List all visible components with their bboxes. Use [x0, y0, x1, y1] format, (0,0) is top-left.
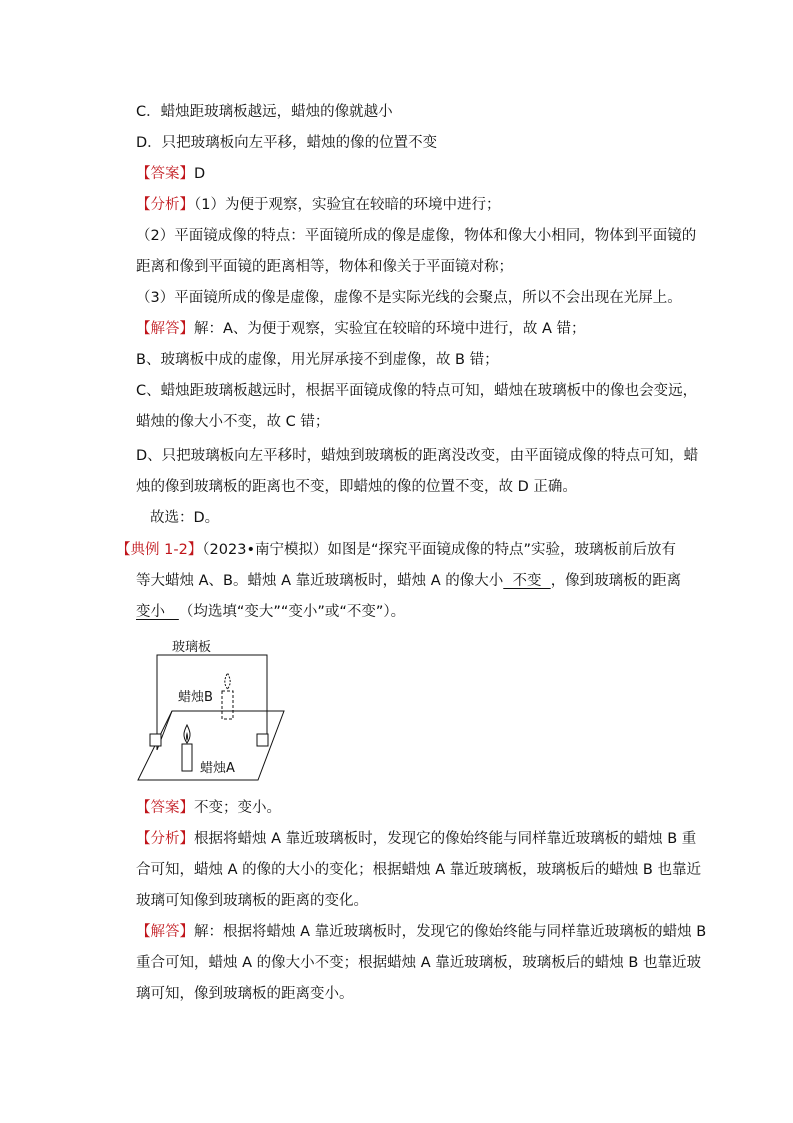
candle-a-body [182, 744, 192, 771]
experiment-figure [136, 634, 296, 784]
answer-2 [136, 798, 281, 818]
example-1-2-line3 [136, 602, 405, 622]
candle-b-label: 蜡烛B [178, 690, 213, 705]
answer-tag: 【答案】 [136, 166, 194, 182]
glass-stand-right [257, 734, 268, 746]
analysis-1-point3: （3）平面镜所成的像是虚像，虚像不是实际光线的会聚点，所以不会出现在光屏上。 [136, 290, 682, 306]
analysis-1-point2a: （2）平面镜成像的特点：平面镜所成的像是虚像，物体和像大小相同，物体到平面镜的 [136, 228, 697, 244]
example-text-2: 等大蜡烛 A、B。蜡烛 A 靠近玻璃板时，蜡烛 A 的像大小 [136, 573, 504, 589]
analysis-2-line2: 合可知，蜡烛 A 的像的大小的变化；根据蜡烛 A 靠近玻璃板，玻璃板后的蜡烛 B 也靠近 [136, 862, 701, 878]
solution-2-text-1: 解：根据将蜡烛 A 靠近玻璃板时，发现它的像始终能与同样靠近玻璃板的蜡烛 B [194, 924, 707, 940]
blank-answer-1: 不变 [503, 573, 551, 589]
solution-2 [136, 922, 706, 942]
example-text-4: （均选填“变大”“变小”或“不变”）。 [178, 604, 406, 620]
example-1-2-line2 [136, 571, 681, 591]
solution-1-b: B、玻璃板中成的虚像，用光屏承接不到虚像，故 B 错； [136, 352, 499, 368]
solution-2-tag: 【解答】 [136, 924, 194, 940]
blank-answer-2: 变小 [136, 604, 179, 620]
example-tag: 【典例 1-2】 [116, 542, 203, 558]
solution-1-c1: C、蜡烛距玻璃板越远时，根据平面镜成像的特点可知，蜡烛在玻璃板中的像也会变远， [136, 383, 698, 399]
solution-1-d2: 烛的像到玻璃板的距离也不变，即蜡烛的像的位置不变，故 D 正确。 [136, 479, 577, 495]
glass-plate-label: 玻璃板 [172, 640, 212, 655]
candle-b-flame-icon [225, 673, 230, 689]
solution-1 [136, 319, 586, 339]
analysis-1 [136, 195, 500, 215]
analysis-1-point2b: 距离和像到平面镜的距离相等，物体和像关于平面镜对称； [136, 259, 513, 275]
analysis-2 [136, 829, 696, 849]
answer-2-tag: 【答案】 [136, 800, 194, 816]
option-d: D．只把玻璃板向左平移，蜡烛的像的位置不变 [136, 135, 438, 151]
example-text-1: （2023•南宁模拟）如图是“探究平面镜成像的特点”实验，玻璃板前后放有 [202, 542, 677, 558]
glass-stand-left [150, 734, 161, 746]
solution-2-line3: 璃可知，像到玻璃板的距离变小。 [136, 986, 354, 1002]
solution-a: 解：A、为便于观察，实验宜在较暗的环境中进行，故 A 错； [194, 321, 586, 337]
solution-1-pick: 故选：D。 [150, 510, 220, 526]
candle-b-body [222, 691, 233, 719]
solution-2-line2: 重合可知，蜡烛 A 的像大小不变；根据蜡烛 A 靠近玻璃板，玻璃板后的蜡烛 B 也靠近玻 [136, 955, 701, 971]
option-c: C．蜡烛距玻璃板越远，蜡烛的像就越小 [136, 104, 393, 120]
solution-1-c2: 蜡烛的像大小不变，故 C 错； [136, 414, 330, 430]
answer-1 [136, 164, 205, 184]
solution-tag: 【解答】 [136, 321, 194, 337]
analysis-2-text-1: 根据将蜡烛 A 靠近玻璃板时，发现它的像始终能与同样靠近玻璃板的蜡烛 B 重 [194, 831, 697, 847]
answer-text: D [194, 166, 206, 182]
analysis-text: （1）为便于观察，实验宜在较暗的环境中进行； [194, 197, 501, 213]
analysis-2-line3: 玻璃可知像到玻璃板的距离的变化。 [136, 893, 368, 909]
solution-1-d1: D、只把玻璃板向左平移时，蜡烛到玻璃板的距离没改变，由平面镜成像的特点可知，蜡 [136, 448, 699, 464]
candle-a-label: 蜡烛A [200, 761, 235, 776]
analysis-2-tag: 【分析】 [136, 831, 194, 847]
example-text-3: ，像到玻璃板的距离 [550, 573, 682, 589]
answer-2-text: 不变；变小。 [194, 800, 281, 816]
analysis-tag: 【分析】 [136, 197, 194, 213]
example-1-2-line1 [116, 540, 676, 560]
